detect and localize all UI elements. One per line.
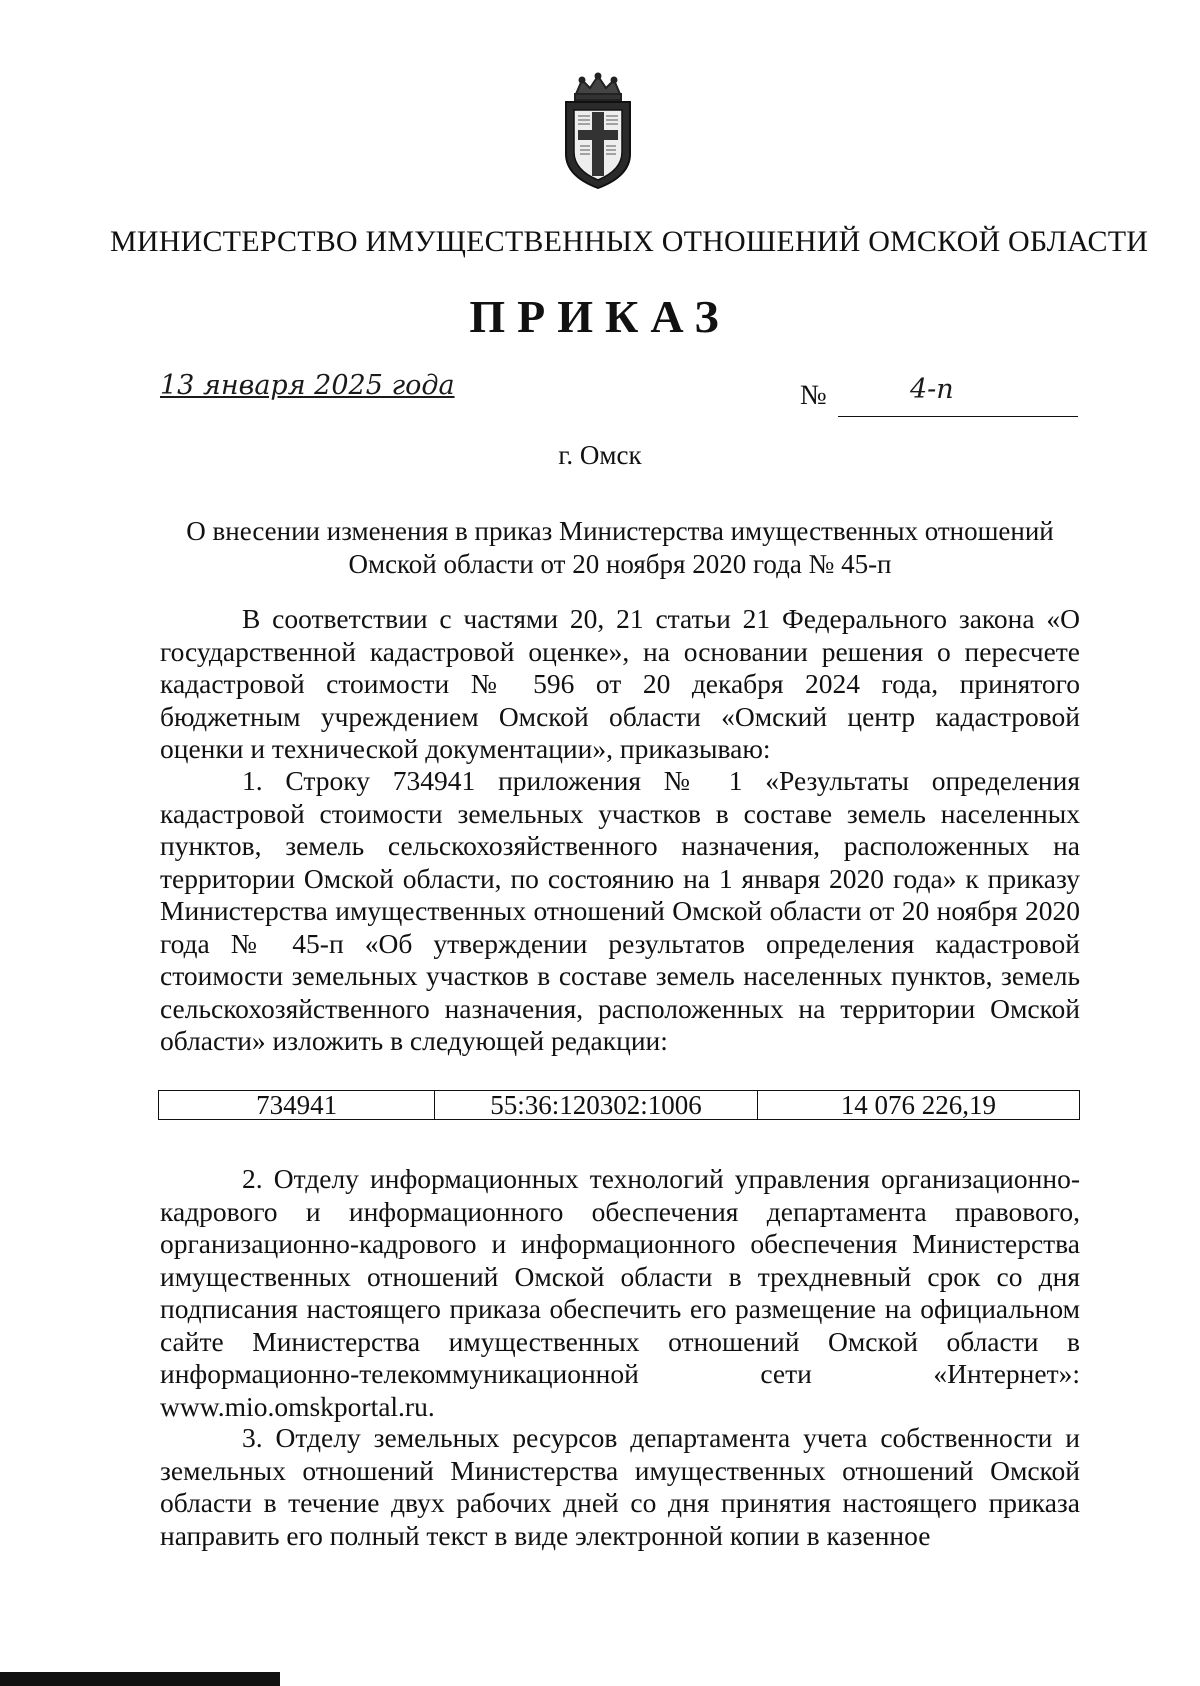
ministry-name: МИНИСТЕРСТВО ИМУЩЕСТВЕННЫХ ОТНОШЕНИЙ ОМСКОЙ ОБЛАСТИ — [110, 225, 1149, 258]
cadastral-row-table — [158, 1090, 1080, 1120]
order-subject-line-1: О внесении изменения в приказ Министерства имущественных отношений — [186, 516, 1054, 546]
number-underline — [838, 416, 1078, 417]
coat-of-arms-emblem — [548, 72, 648, 192]
item-3-text: 3. Отделу земельных ресурсов департамента учета собственности и земельных отношений Министерства имущественных отношений Омской области в течение двух рабочих дней со дня принятия настоящего приказа направить его полный текст в виде электронной копии в казенное — [160, 1422, 1080, 1551]
item-1-text: 1. Строку 734941 приложения № 1 «Результаты определения кадастровой стоимости земельных участков в составе земель населенных пунктов, земель сельскохозяйственного назначения, расположенных на территории Омской области, по состоянию на 1 января 2020 года» к приказу Министерства имущественных отношений Омской области от 20 ноября 2020 года № 45-п «Об утверждении результатов определения кадастровой стоимости земельных участков в составе земель населенных пунктов, земель сельскохозяйственного назначения, расположенных на территории Омской области» изложить в следующей редакции: — [160, 765, 1080, 1056]
cadastral-number-cell: 55:36:120302:1006 — [435, 1091, 757, 1120]
item-1-paragraph — [160, 765, 1080, 1058]
order-date: 13 января 2025 года — [160, 370, 455, 401]
table-row — [159, 1091, 1080, 1120]
item-2-text: 2. Отделу информационных технологий управления организационно-кадрового и информационного обеспечения департамента правового, организационно-кадрового и информационного обеспечения Министерства имущественных отношений Омской области в трехдневный срок со дня подписания настоящего приказа обеспечить его размещение на официальном сайте Министерства имущественных отношений Омской области в информационно-телекоммуникационной сети «Интернет»: www.mio.omskportal.ru. — [160, 1163, 1080, 1422]
document-type-title: ПРИКАЗ — [469, 291, 731, 342]
number-sign: № — [800, 380, 827, 411]
item-2-paragraph — [160, 1163, 1080, 1423]
row-number-cell: 734941 — [159, 1091, 435, 1120]
order-number-field — [800, 374, 1080, 420]
cadastral-value-cell: 14 076 226,19 — [757, 1091, 1079, 1120]
order-number: 4-п — [910, 374, 954, 405]
city-name: г. Омск — [558, 440, 642, 470]
order-subject — [160, 515, 1080, 581]
order-subject-line-2: Омской области от 20 ноября 2020 года № 45-п — [348, 549, 892, 579]
intro-text: В соответствии с частями 20, 21 статьи 21 Федерального закона «О государственной кадастровой оценке», на основании решения о пересчете кадастровой стоимости № 596 от 20 декабря 2024 года, принятого бюджетным учреждением Омской области «Омский центр кадастровой оценки и технической документации», приказываю: — [160, 603, 1080, 764]
item-3-paragraph — [160, 1422, 1080, 1552]
scan-edge-bar — [0, 1672, 280, 1686]
intro-paragraph — [160, 603, 1080, 766]
